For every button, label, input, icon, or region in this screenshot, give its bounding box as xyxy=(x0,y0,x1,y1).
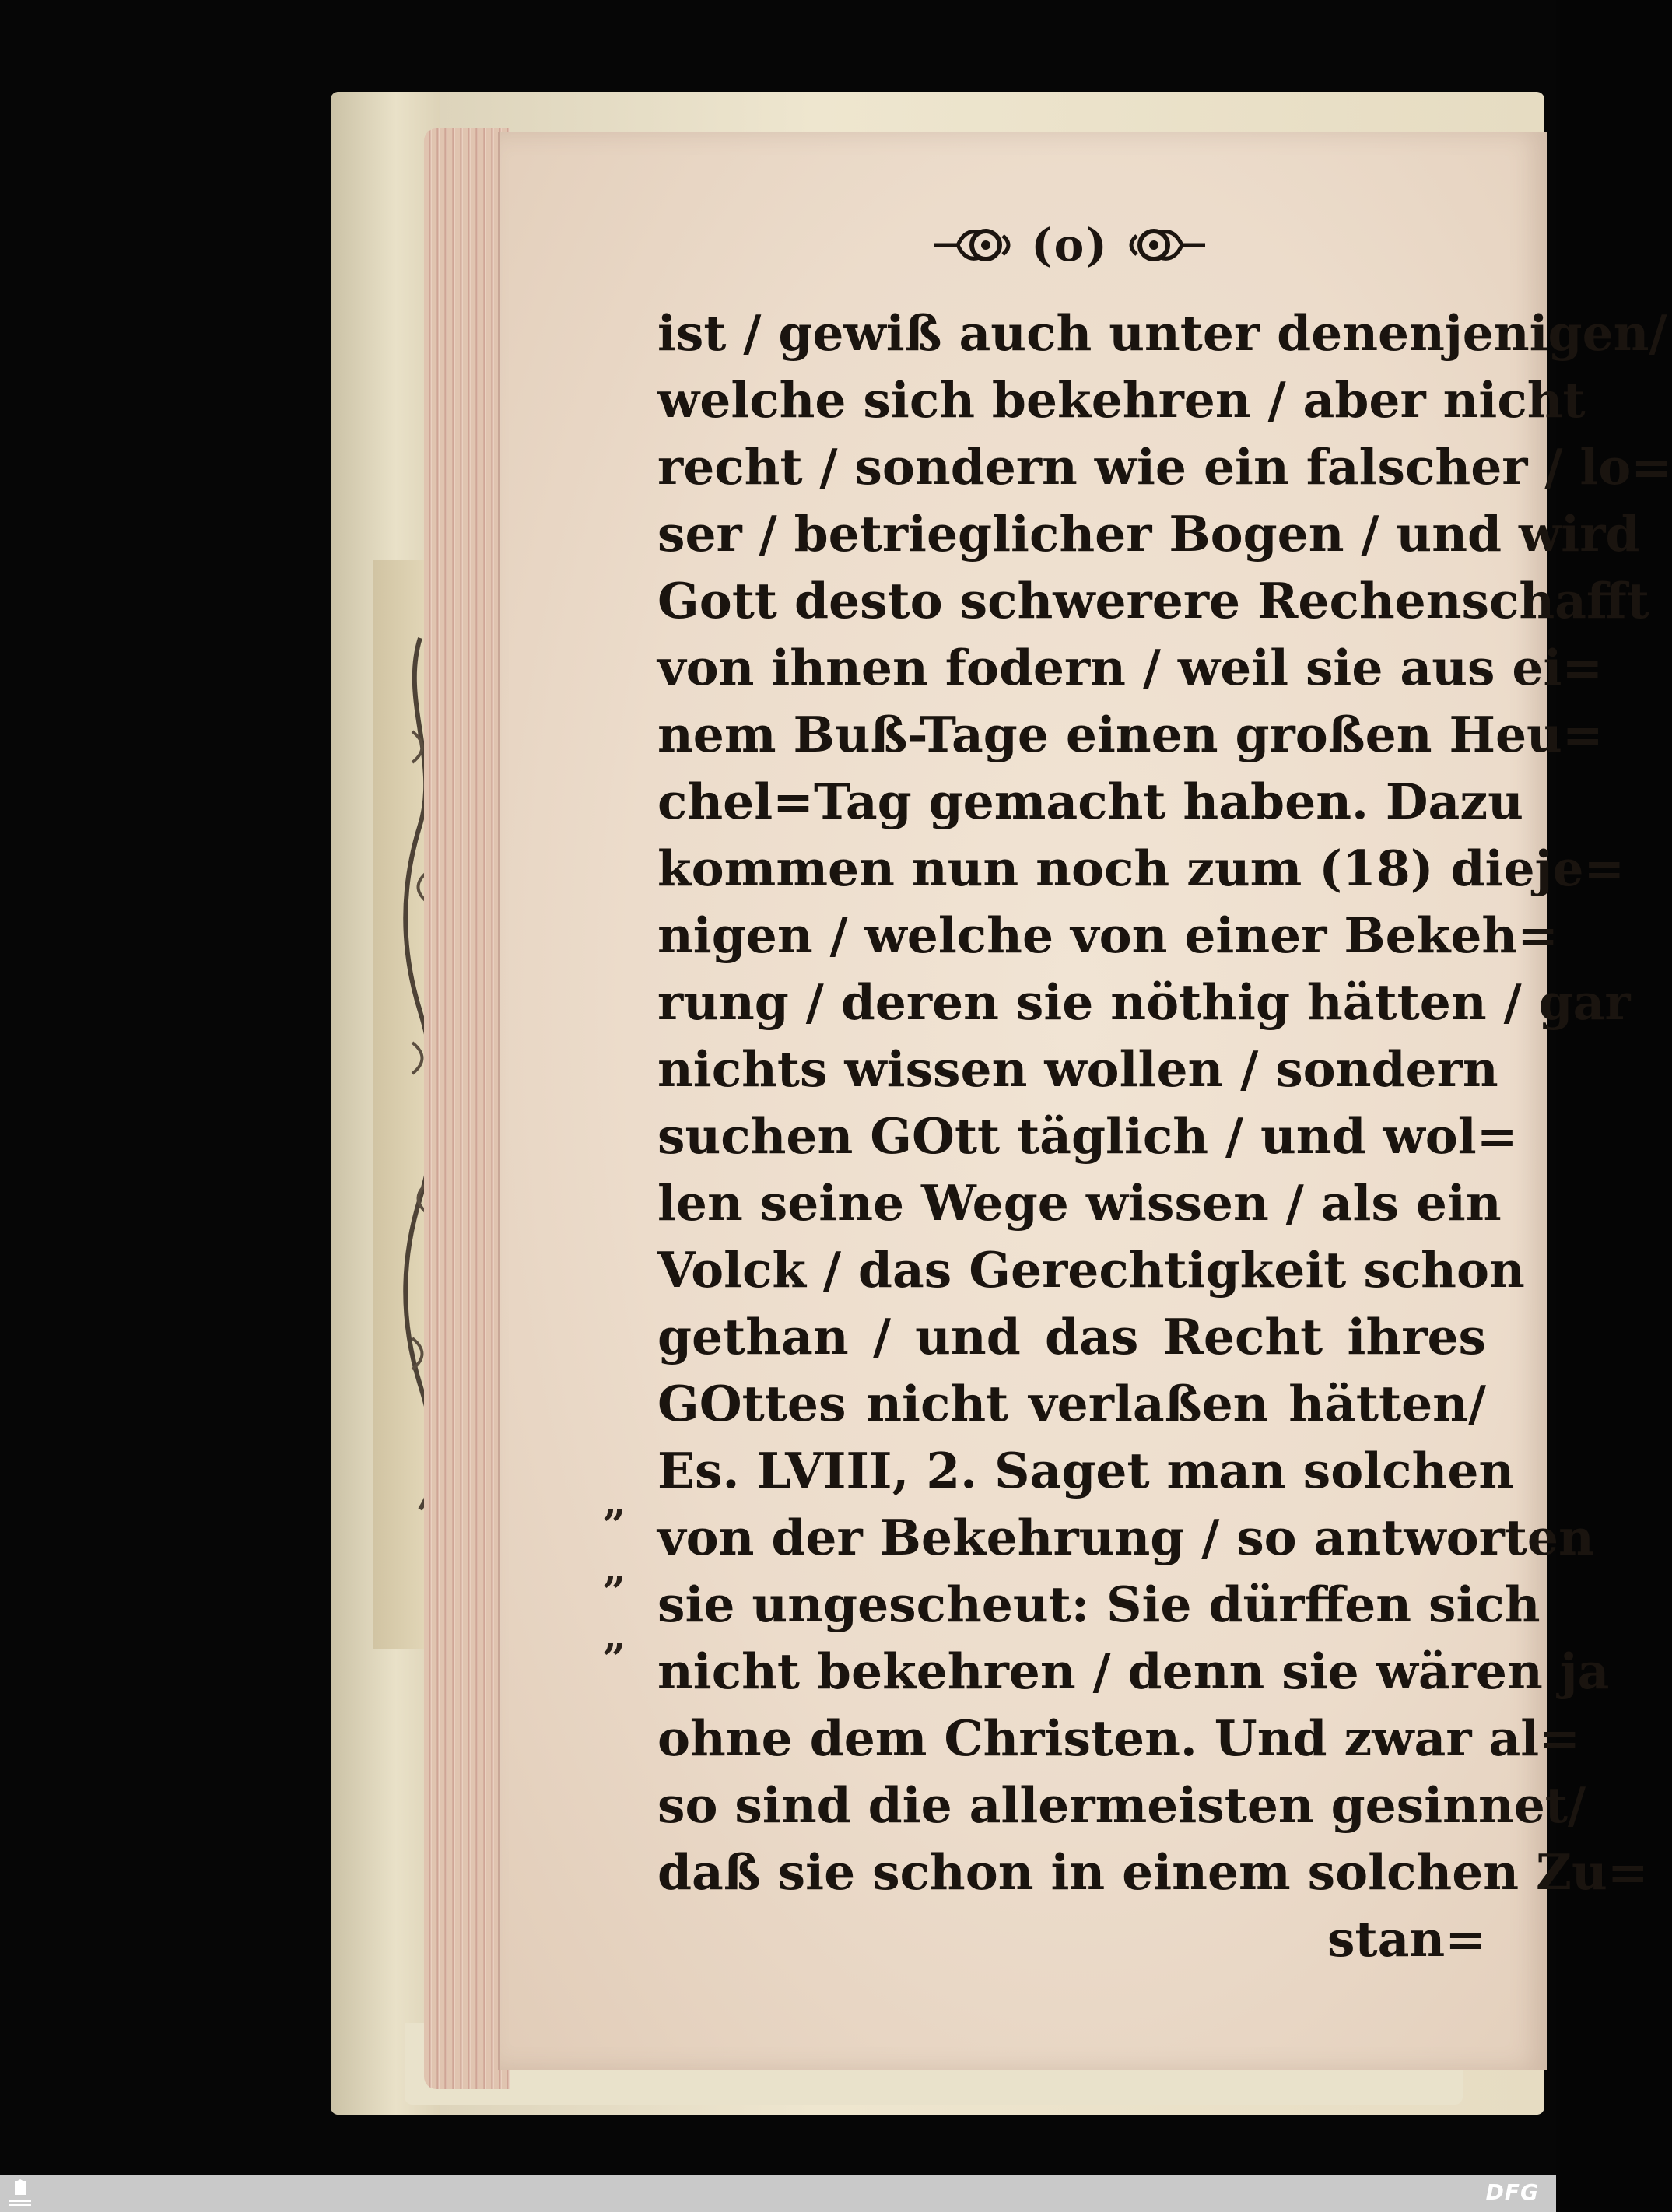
margin-quote-mark: „ xyxy=(603,1478,626,1526)
text-line-8: chel=Tag gemacht haben. Dazu xyxy=(657,773,1523,830)
page-header xyxy=(903,214,1237,276)
library-logo-icon xyxy=(5,2178,36,2209)
text-line-22: ohne dem Christen. Und zwar al= xyxy=(657,1709,1580,1767)
text-line-9: kommen nun noch zum (18) dieje= xyxy=(657,840,1625,897)
text-line-5: Gott desto schwerere Rechenschafft xyxy=(657,572,1649,629)
text-line-19: von der Bekehrung / so antworten xyxy=(657,1509,1594,1566)
viewer-footer-bar xyxy=(0,2175,1556,2212)
text-line-1: ist / gewiß auch unter denenjenigen/ xyxy=(657,304,1667,362)
margin-quote-mark: „ xyxy=(603,1612,626,1660)
text-line-10: nigen / welche von einer Bekeh= xyxy=(657,906,1559,964)
text-line-12: nichts wissen wollen / sondern xyxy=(657,1040,1498,1098)
text-line-3: recht / sondern wie ein falscher / lo= xyxy=(657,438,1672,496)
text-line-20: sie ungescheut: Sie dürffen sich xyxy=(657,1576,1541,1633)
text-line-21: nicht bekehren / denn sie wären ja xyxy=(657,1642,1610,1700)
body-text xyxy=(657,300,1672,1972)
text-line-24: daß sie schon in einem solchen Zu= xyxy=(657,1843,1649,1901)
header-ornament-right-icon xyxy=(1123,222,1208,268)
text-line-14: len seine Wege wissen / als ein xyxy=(657,1174,1502,1232)
catchword: stan= xyxy=(1327,1910,1486,1968)
text-line-6: von ihnen fodern / weil sie aus ei= xyxy=(657,639,1604,696)
text-line-4: ser / betrieglicher Bogen / und wird xyxy=(657,505,1640,563)
text-line-11: rung / deren sie nöthig hätten / gar xyxy=(657,973,1631,1031)
header-ornament-left-icon xyxy=(931,222,1017,268)
text-line-2: welche sich bekehren / aber nicht xyxy=(657,371,1586,429)
text-line-18: Es. LVIII, 2. Saget man solchen xyxy=(657,1442,1515,1499)
page-edges xyxy=(424,128,510,2089)
text-line-23: so sind die allermeisten gesinnet/ xyxy=(657,1776,1586,1834)
text-line-7: nem Buß-Tage einen großen Heu= xyxy=(657,706,1604,763)
dfg-logo: DFG xyxy=(1485,2179,1539,2205)
text-line-15: Volck / das Gerechtigkeit schon xyxy=(657,1241,1525,1299)
margin-quote-mark: „ xyxy=(603,1545,626,1593)
text-line-16: gethan / und das Recht ihres xyxy=(657,1308,1486,1365)
page-number: (o) xyxy=(1031,219,1109,272)
text-line-13: suchen GOtt täglich / und wol= xyxy=(657,1107,1518,1165)
text-line-17: GOttes nicht verlaßen hätten/ xyxy=(657,1375,1486,1432)
